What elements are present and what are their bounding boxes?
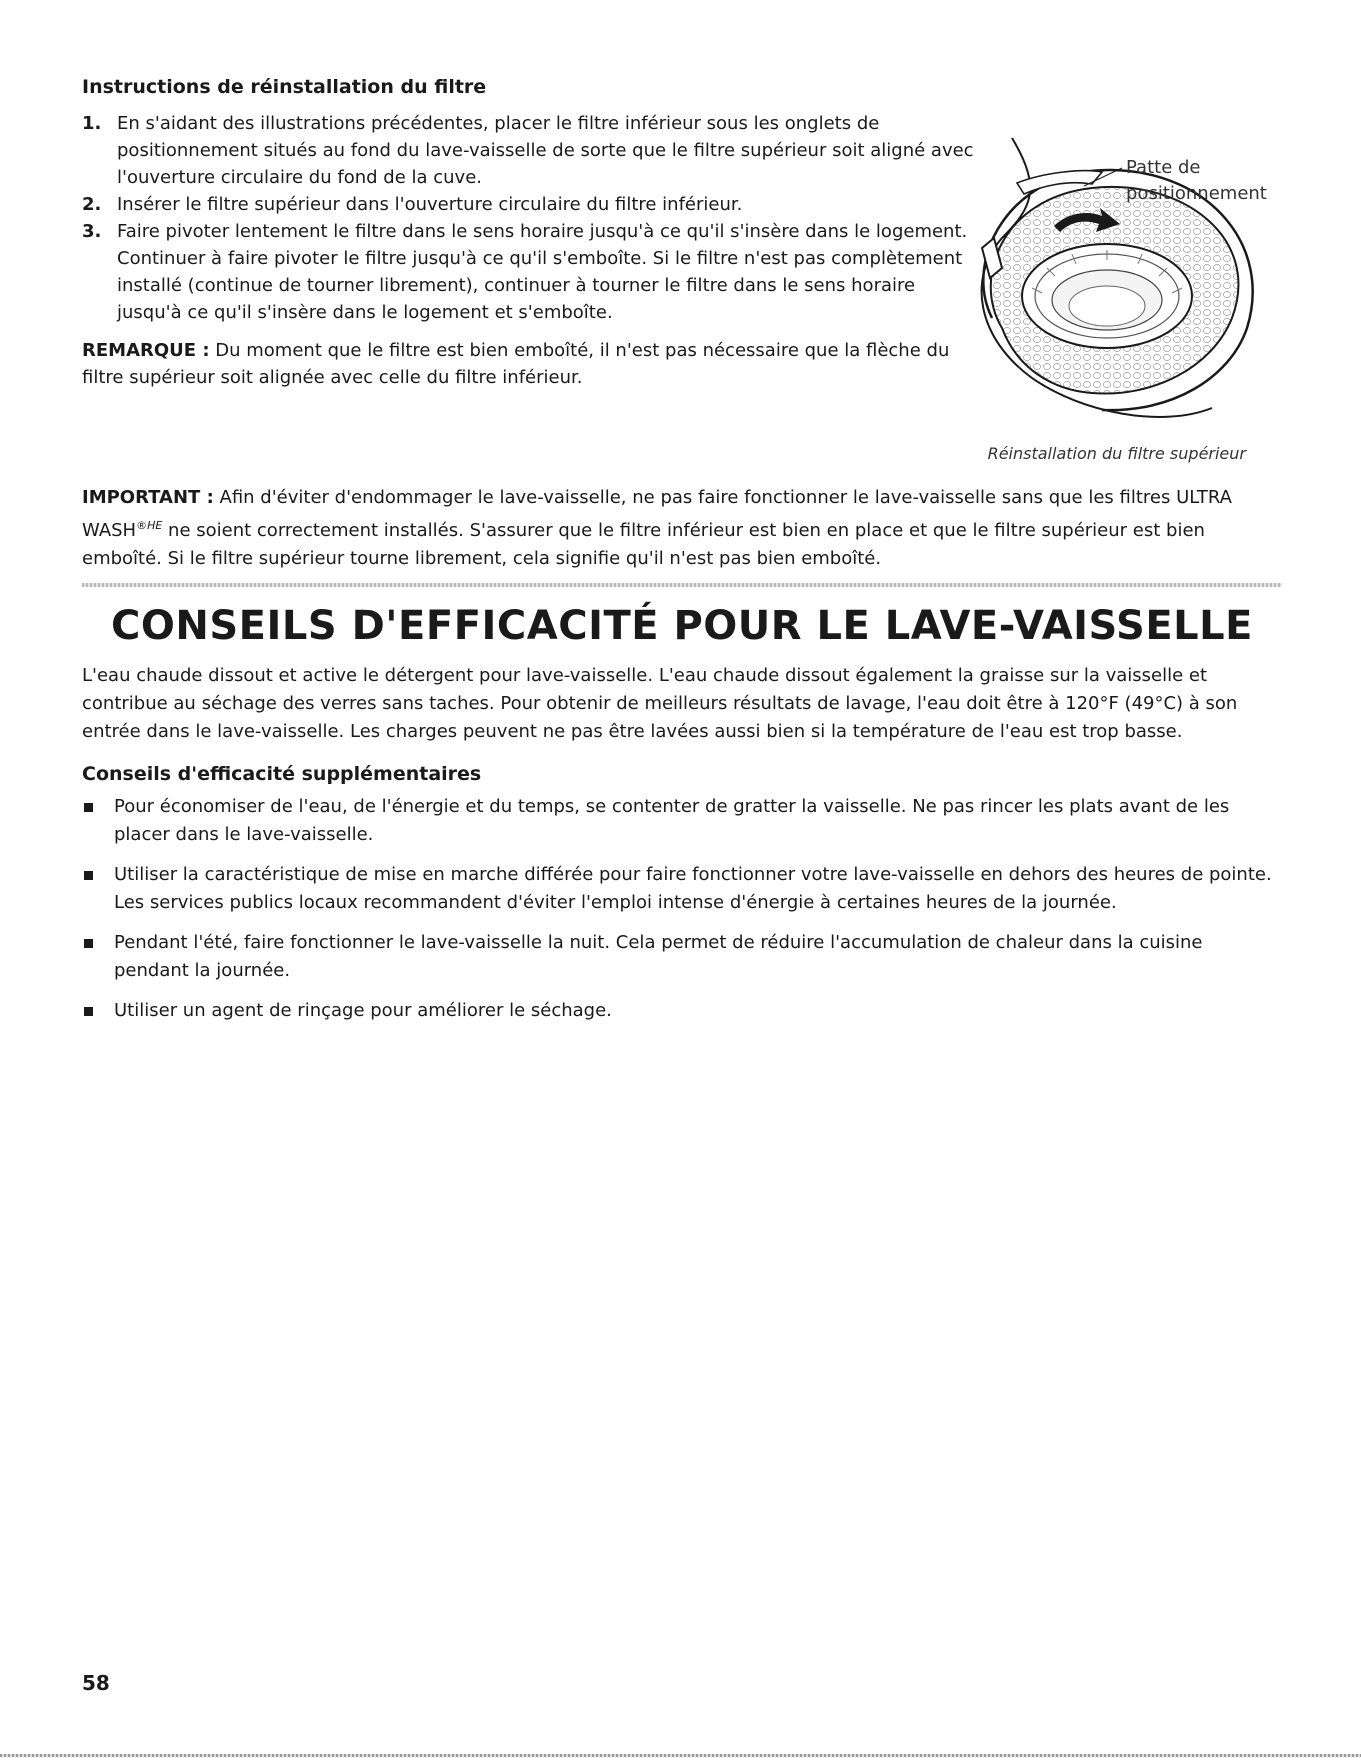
bullet-square-icon — [84, 803, 93, 812]
figure-caption: Réinstallation du filtre supérieur — [987, 444, 1246, 463]
section-divider — [82, 583, 1282, 587]
tip-text: Pendant l'été, faire fonctionner le lave-vaisselle la nuit. Cela permet de réduire l'accumulation de chaleur dans la cuisine pendant la journée. — [114, 932, 1203, 981]
reinstall-steps — [82, 110, 982, 326]
bottom-divider — [0, 1754, 1361, 1757]
tip-text: Pour économiser de l'eau, de l'énergie et du temps, se contenter de gratter la vaisselle. Ne pas rincer les plats avant de les placer dans le lave-vaisselle. — [114, 796, 1230, 845]
step-text: Insérer le filtre supérieur dans l'ouverture circulaire du filtre inférieur. — [117, 194, 743, 215]
important-notice — [82, 484, 1282, 573]
step-text: En s'aidant des illustrations précédentes, placer le filtre inférieur sous les onglets de positionnement situés au fond du lave-vaisselle de sorte que le filtre supérieur soit aligné avec l'ouverture circulaire du fond de la cuve. — [117, 113, 974, 188]
bullet-square-icon — [84, 871, 93, 880]
list-item — [82, 861, 1282, 917]
note-label: REMARQUE : — [82, 340, 210, 361]
list-item — [82, 997, 1282, 1025]
list-item — [82, 793, 1282, 849]
page-number: 58 — [82, 1671, 110, 1695]
important-label: IMPORTANT : — [82, 487, 214, 508]
efficiency-title: CONSEILS D'EFFICACITÉ POUR LE LAVE-VAISSELLE — [111, 603, 1253, 649]
step-item — [82, 110, 982, 191]
step-item — [82, 191, 982, 218]
positioning-tab-callout — [1126, 155, 1326, 207]
tips-list — [82, 793, 1282, 1037]
note-text: Du moment que le filtre est bien emboîté, il n'est pas nécessaire que la flèche du filtre supérieur soit alignée avec celle du filtre inférieur. — [82, 340, 950, 388]
callout-line: positionnement — [1126, 183, 1267, 204]
step-number: 3. — [82, 221, 102, 242]
bullet-square-icon — [84, 939, 93, 948]
step-number: 2. — [82, 194, 102, 215]
remarque-note — [82, 337, 982, 391]
step-number: 1. — [82, 113, 102, 134]
bullet-square-icon — [84, 1007, 93, 1016]
tips-heading: Conseils d'efficacité supplémentaires — [82, 763, 482, 785]
tip-text: Utiliser un agent de rinçage pour améliorer le séchage. — [114, 1000, 612, 1021]
important-text-after: ne soient correctement installés. S'assurer que le filtre inférieur est bien en place et que le filtre supérieur est bien emboîté. Si le filtre supérieur tourne librement, cela signifie qu'il n'est pas bien emboîté. — [82, 520, 1205, 569]
trademark-superscript: ®HE — [136, 519, 163, 532]
tip-text: Utiliser la caractéristique de mise en marche différée pour faire fonctionner votre lave-vaisselle en dehors des heures de pointe. Les services publics locaux recommandent d'éviter l'emploi intense d'énergie à certaines heures de la journée. — [114, 864, 1272, 913]
list-item — [82, 929, 1282, 985]
callout-line: Patte de — [1126, 157, 1201, 178]
reinstall-heading: Instructions de réinstallation du filtre — [82, 76, 487, 98]
important-text-before: Afin d'éviter d'endommager le lave-vaisselle, ne pas faire fonctionner le lave-vaisselle sans que les filtres ULTRA WASH — [82, 487, 1232, 541]
step-item — [82, 218, 982, 326]
step-text: Faire pivoter lentement le filtre dans le sens horaire jusqu'à ce qu'il s'insère dans le logement. Continuer à faire pivoter le filtre jusqu'à ce qu'il s'emboîte. Si le filtre n'est pas complètement installé (continue de tourner librement), continuer à tourner le filtre dans le sens horaire jusqu'à ce qu'il s'insère dans le logement et s'emboîte. — [117, 221, 968, 323]
efficiency-intro: L'eau chaude dissout et active le détergent pour lave-vaisselle. L'eau chaude dissout également la graisse sur la vaisselle et contribue au séchage des verres sans taches. Pour obtenir de meilleurs résultats de lavage, l'eau doit être à 120°F (49°C) à son entrée dans le lave-vaisselle. Les charges peuvent ne pas être lavées aussi bien si la température de l'eau est trop basse. — [82, 665, 1238, 742]
